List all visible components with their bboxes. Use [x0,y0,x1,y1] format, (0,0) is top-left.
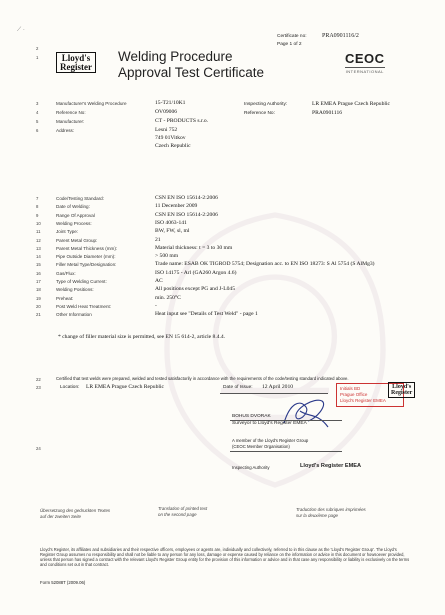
item-label: Date of Welding: [56,204,90,209]
item-number: 9 [36,213,39,218]
item-value: ISO 4063-141 [155,220,187,226]
date-of-issue-value: 12 April 2010 [262,384,294,390]
location-label: Location: [60,385,80,390]
item-number: 21 [36,312,41,317]
signature-underline [230,420,342,421]
filler-note: * change of filler material size is permitted, see EN 15 614-2, article 8.4.4. [58,334,226,340]
item-number: 16 [36,271,41,276]
detail-label: Manufacturer: [56,119,85,124]
item-value: CSN EN ISO 15614-2:2006 [155,195,218,201]
item-number-23: 23 [36,385,41,390]
item-label: Type of Welding Current: [56,279,107,284]
detail-value: 15-T21/10K1 [155,100,186,106]
item-label: Range Of Approval [56,213,95,218]
detail-value: 749 01Vitkov [155,135,186,141]
detail-value: CT - PRODUCTS s.r.o. [155,118,209,124]
inspecting-authority-label: Inspecting Authority: [244,102,288,107]
item-label: Welding Process: [56,221,92,226]
detail-value: OV09006 [155,109,178,115]
item-number: 8 [36,204,39,209]
item-label: Post Weld Heat Treatment: [56,304,112,309]
item-number: 14 [36,254,41,259]
detail-number: 3 [36,101,39,106]
item-number: 12 [36,238,41,243]
certificate-no-label: Certificate no: [277,34,307,39]
signature-scribble [278,393,333,433]
translation-en: Translation of printed text on the second page [158,506,208,517]
item-value: All positions except PG and J-L045 [155,286,236,292]
item-value: ISO 14175 - Arl (GA260 Argon 4.6) [155,270,237,276]
member-line-2: (CEOC Member Organisation) [232,444,290,449]
item-number: 17 [36,279,41,284]
inspecting-authority-footer-label: Inspecting Authority [232,465,270,470]
signer-name: BOHUS DVORAK [232,414,271,419]
item-number: 15 [36,262,41,267]
item-number: 13 [36,246,41,251]
item-value: AC [155,278,163,284]
detail-number: 4 [36,110,39,115]
item-number: 20 [36,304,41,309]
detail-value: Czech Republic [155,143,191,149]
detail-label: Reference No: [56,110,86,115]
translation-fr: Traduction des rubriques imprimées sur la deuxième page [296,507,366,518]
margin-scribble: ⟋ · [17,27,25,33]
item-value: CSN EN ISO 15614-2:2006 [155,212,218,218]
item-value: BW, FW, sl, ml [155,228,190,234]
item-value: - [155,303,157,309]
certificate-no: PRA0901116/2 [322,33,359,39]
item-number: 7 [36,196,39,201]
item-value: > 500 mm [155,253,179,259]
item-value: Trade name: ESAB OK TIGROD 5754; Designation acc. to EN ISO 18273: S Al 5754 (S AlMg3) [155,261,375,267]
location-value: LR EMEA Prague Czech Republic [86,384,164,390]
office-stamp: Initials BD Prague Office Lloyd's Register EMEA [336,383,404,407]
item-value: 21 [155,237,161,243]
item-value: Heat input see "Details of Test Weld" - page 1 [155,311,258,317]
translation-de: Übersetzung des gedruckten Textes auf der zweiten Seite [40,508,111,519]
member-line-1: A member of the Lloyd's Register Group [232,438,309,443]
item-label: Filler Metal Type/Designation: [56,262,117,267]
member-underline [230,451,342,452]
stamp-lloyds-logo: Lloyd's Register [388,382,415,398]
reference-no-value: PRA0901116 [312,110,343,116]
margin-number-1: 1 [36,55,39,60]
signer-role: Surveyor to Lloyd's Register EMEA [232,421,307,426]
detail-label: Address: [56,128,75,133]
item-label: Parent Metal Thickness (mm): [56,246,118,251]
item-label: Gas/Flux: [56,271,76,276]
page-indicator: Page 1 of 2 [277,42,302,47]
item-number: 11 [36,229,41,234]
item-label: Welding Positions: [56,287,94,292]
detail-label: Manufacturer's Welding Procedure [56,101,127,106]
item-label: Parent Metal Group: [56,238,98,243]
item-label: Code/Testing Standard: [56,196,105,201]
detail-value: Lesni 752 [155,127,178,133]
lloyds-register-logo: Lloyd's Register [56,52,96,73]
item-label: Other Information [56,312,92,317]
item-value: min. 250°C [155,295,181,301]
form-number: Form 52088T (2009.06) [40,580,86,585]
footer-disclaimer: Lloyd's Register, its affiliates and subsidiaries and their respective officers, employees or agents are, individually and collectively, referred to in this clause as the 'Lloyd's Register Group'. The Lloyd's Register Group assumes no responsibility and shall not be liable to any person for any loss, damage or expense caused by reliance on the information or advice in this document or howsoever provided, unless that person has signed a contract with the relevant Lloyd's Register Group entity for the provision of this information or advice and in that case any responsibility or liability is exclusively on the terms and conditions set out in that contract. [40,547,410,568]
reference-no-label: Reference No: [244,111,275,116]
item-number-24: 24 [36,446,41,451]
margin-number-2: 2 [36,46,39,51]
item-number: 18 [36,287,41,292]
certify-text: Certified that test welds were prepared, welded and tested satisfactorily in accordance with the requirements of the code/testing standard indicated above. [56,376,349,381]
item-number: 10 [36,221,41,226]
item-value: Material thickness: t = 3 to 30 mm [155,245,233,251]
item-number: 19 [36,296,41,301]
item-label: Preheat: [56,296,74,301]
detail-number: 5 [36,119,39,124]
item-number-22: 22 [36,377,41,382]
ceoc-logo: CEOC INTERNATIONAL [345,51,385,74]
item-label: Pipe Outside Diameter (mm): [56,254,116,259]
title-line-1: Welding Procedure [118,49,233,64]
item-value: 11 December 2009 [155,203,198,209]
item-label: Joint Type: [56,229,79,234]
date-of-issue-label: Date of Issue: [223,385,253,390]
inspecting-authority-value: LR EMEA Prague Czech Republic [312,101,390,107]
page-title [118,49,264,81]
detail-number: 6 [36,128,39,133]
title-line-2: Approval Test Certificate [118,65,265,80]
inspecting-authority-footer-value: Lloyd's Register EMEA [300,463,362,469]
